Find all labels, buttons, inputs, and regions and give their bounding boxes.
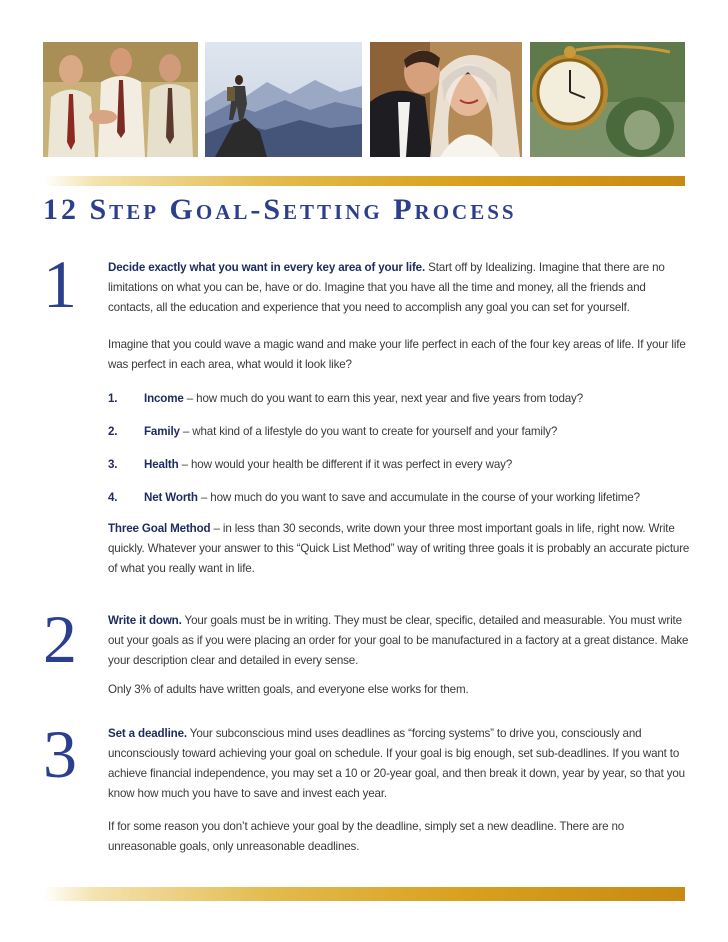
step-3-body [108,724,690,804]
step-number-2: 2 [43,601,77,677]
key-area-text: – how would your health be different if it was perfect in every way? [178,458,513,471]
step-2-body [108,611,690,671]
business-handshake-photo [43,42,198,157]
step-3-note: If for some reason you don’t achieve your goal by the deadline, simply set a new deadline. There are no unreasonable goals, only unreasonable deadlines. [108,820,625,853]
key-area-number: 3. [108,458,118,471]
pocket-watch-money-photo [530,42,685,157]
three-goal-method-text: – in less than 30 seconds, write down your three most important goals in life, right now. Write quickly. Whatever your answer to this “Quick List Method” way of writing three goals it is probably an accurate picture of what you really want in life. [108,522,690,575]
step-1-magic-wand: Imagine that you could wave a magic wand and make your life perfect in each of the four key areas of life. If your life was perfect in each area, what would it look like? [108,338,686,371]
step-1-intro-text: Start off by Idealizing. Imagine that there are no limitations on what you can be, have or do. Imagine that you have all the time and money, all the friends and contacts, all the education and experience that you need to accomplish any goal you can set for yourself. [108,261,665,314]
key-area-label: Income [144,392,184,405]
step-number-3: 3 [43,716,77,792]
three-goal-method [108,519,690,579]
photo-strip [43,42,685,157]
three-goal-method-label: Three Goal Method [108,522,211,535]
key-area-number: 1. [108,392,118,405]
step-3-heading: Set a deadline. [108,727,187,740]
key-area-number: 4. [108,491,118,504]
key-area-number: 2. [108,425,118,438]
step-1-heading: Decide exactly what you want in every key area of your life. [108,261,426,274]
key-area-text: – what kind of a lifestyle do you want to create for yourself and your family? [179,425,558,438]
step-1-intro [108,258,690,318]
page-title: 12 Step Goal-Setting Process [43,193,517,226]
key-area-text: – how much do you want to earn this year, next year and five years from today? [183,392,584,405]
key-area-label: Health [144,458,179,471]
step-2-heading: Write it down. [108,614,182,627]
gold-rule-top [43,176,685,186]
gold-rule-bottom [43,887,685,901]
step-number-1: 1 [43,246,77,322]
key-area-text: – how much do you want to save and accumulate in the course of your working lifetime? [197,491,640,504]
key-area-label: Family [144,425,180,438]
mountain-hiker-photo [205,42,362,157]
step-3-text: Your subconscious mind uses deadlines as “forcing systems” to drive you, consciously and unconsciously toward achieving your goal on schedule. If your goal is big enough, set sub-deadlines. If you want to achieve financial independence, you may set a 10 or 20-year goal, and then break it down, year by year, so that you know how much you have to save and invest each year. [108,727,685,800]
wedding-couple-photo [370,42,522,157]
key-area-label: Net Worth [144,491,198,504]
step-2-text: Your goals must be in writing. They must be clear, specific, detailed and measurable. You must write out your goals as if you were placing an order for your goal to be manufactured in a factory at a great distance. Make your description clear and detailed in every sense. [108,614,689,667]
step-2-note: Only 3% of adults have written goals, and everyone else works for them. [108,683,469,696]
